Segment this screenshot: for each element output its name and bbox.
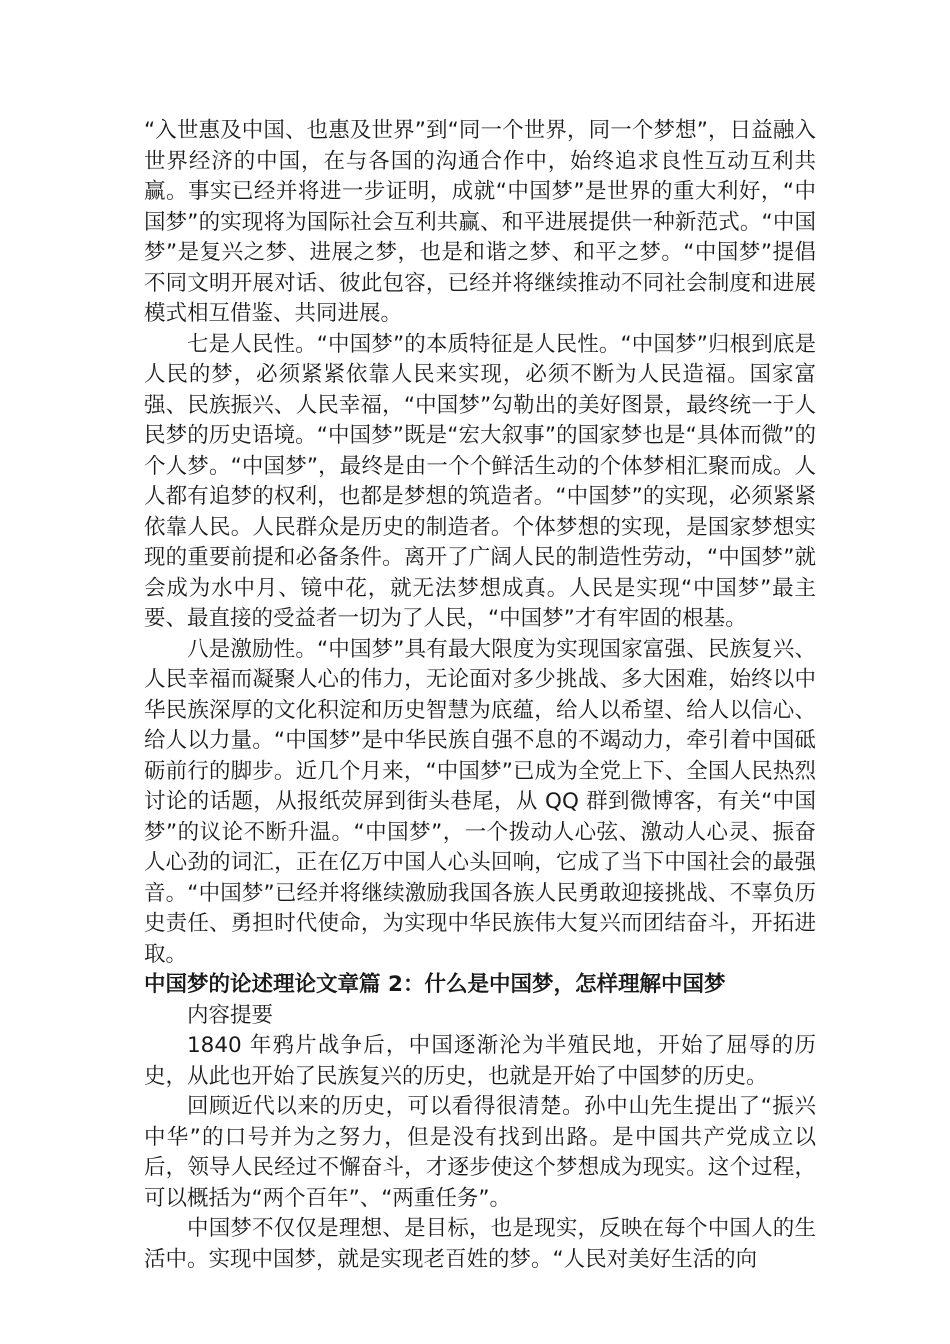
paragraph-people-nature: 七是人民性。“中国梦”的本质特征是人民性。“中国梦”归根到底是人民的梦，必须紧紧依靠人民来实现，必须不断为人民造福。国家富强、民族振兴、人民幸福，“中国梦”勾勒出的美好图景，最终统一于人民梦的历史语境。“中国梦”既是“宏大叙事”的国家梦也是“具体而微”的个人梦。“中国梦”，最终是由一个个鲜活生动的个体梦相汇聚而成。人人都有追梦的权利，也都是梦想的筑造者。“中国梦”的实现，必须紧紧依靠人民。人民群众是历史的制造者。个体梦想的实现，是国家梦想实现的重要前提和必备条件。离开了广阔人民的制造性劳动，“中国梦”就会成为水中月、镜中花，就无法梦想成真。人民是实现“中国梦”最主要、最直接的受益者一切为了人民，“中国梦”才有牢固的根基。 [144,331,816,631]
paragraph-inspiration: 八是激励性。“中国梦”具有最大限度为实现国家富强、民族复兴、人民幸福而凝聚人心的伟力，无论面对多少挑战、多大困难，始终以中华民族深厚的文化积淀和历史智慧为底蕴，给人以希望、给人以信心、给人以力量。“中国梦”是中华民族自强不息的不竭动力，牵引着中国砥砺前行的脚步。近几个月来，“中国梦”已成为全党上下、全国人民热烈讨论的话题，从报纸荧屏到街头巷尾，从 QQ 群到微博客，有关“中国梦”的议论不断升温。“中国梦”，一个拨动人心弦、激动人心灵、振奋人心劲的词汇，正在亿万中国人心头回响，它成了当下中国社会的最强音。“中国梦”已经并将继续激励我国各族人民勇敢迎接挑战、不辜负历史责任、勇担时代使命，为实现中华民族伟大复兴而团结奋斗，开拓进取。 [144,636,816,967]
document-page [144,116,816,1275]
paragraph-opening: “入世惠及中国、也惠及世界”到“同一个世界，同一个梦想”，日益融入世界经济的中国，在与各国的沟通合作中，始终追求良性互动互利共赢。事实已经并将进一步证明，成就“中国梦”是世界的重大利好，“中国梦”的实现将为国际社会互利共赢、和平进展提供一种新范式。“中国梦”是复兴之梦、进展之梦，也是和谐之梦、和平之梦。“中国梦”提倡不同文明开展对话、彼此包容，已经并将继续推动不同社会制度和进展模式相互借鉴、共同进展。 [144,118,816,326]
paragraph-summary-label: 内容提要 [187,1002,274,1028]
paragraph-history-1840: 1840 年鸦片战争后，中国逐渐沦为半殖民地，开始了屈辱的历史，从此也开始了民族复兴的历史，也就是开始了中国梦的历史。 [144,1033,816,1089]
paragraph-review-history: 回顾近代以来的历史，可以看得很清楚。孙中山先生提出了“振兴中华”的口号并为之努力，但是没有找到出路。是中国共产党成立以后，领导人民经过不懈奋斗，才逐步使这个梦想成为现实。这个过程，可以概括为“两个百年”、“两重任务”。 [144,1094,816,1211]
section-heading: 中国梦的论述理论文章篇 2：什么是中国梦，怎样理解中国梦 [144,972,726,997]
paragraph-dream-reality: 中国梦不仅仅是理想、是目标，也是现实，反映在每个中国人的生活中。实现中国梦，就是实现老百姓的梦。“人民对美好生活的向 [144,1216,816,1272]
